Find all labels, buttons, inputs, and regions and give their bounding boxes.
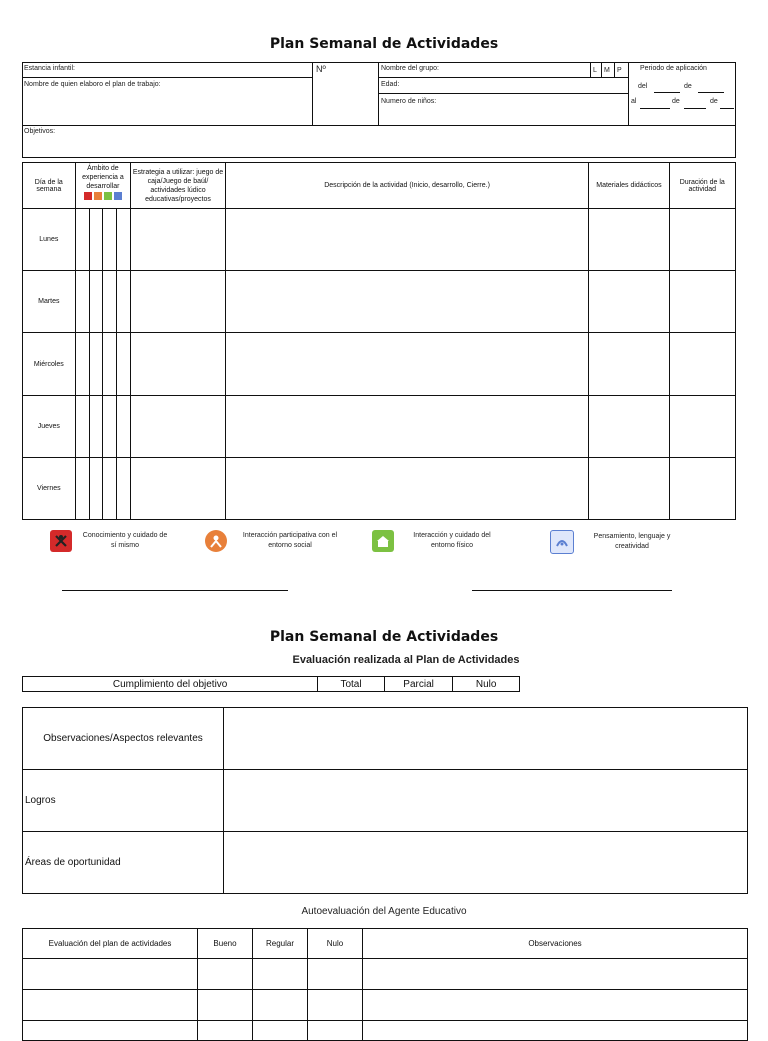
col-estrategia-header: Estrategia a utilizar: juego de caja/Juego de baúl/ actividades lúdico educativas/proyectos bbox=[131, 163, 226, 209]
del-label: del bbox=[638, 83, 648, 90]
col-duracion-header: Duración de la actividad bbox=[669, 163, 735, 209]
table-row bbox=[23, 959, 748, 990]
p-label: P bbox=[617, 67, 622, 74]
col-dia-header: Día de la semana bbox=[23, 163, 76, 209]
day-lunes: Lunes bbox=[23, 209, 76, 271]
entorno-fisico-icon bbox=[372, 530, 394, 552]
signature-line-right bbox=[472, 590, 672, 591]
estancia-label: Estancia infantil: bbox=[24, 65, 75, 72]
col-regular: Regular bbox=[253, 929, 308, 959]
l-label: L bbox=[593, 67, 597, 74]
conocimiento-mini-icon bbox=[84, 192, 92, 200]
col-evaluacion-plan: Evaluación del plan de actividades bbox=[23, 929, 198, 959]
legend-entorno-fisico: Interacción y cuidado del entorno físico bbox=[372, 530, 532, 552]
conocimiento-icon bbox=[50, 530, 72, 552]
pensamiento-mini-icon bbox=[114, 192, 122, 200]
cumplimiento-row bbox=[22, 676, 520, 692]
option-nulo: Nulo bbox=[452, 677, 519, 691]
table-row bbox=[23, 209, 736, 271]
de-label-3: de bbox=[710, 98, 718, 105]
day-miercoles: Miércoles bbox=[23, 333, 76, 395]
evaluacion-subtitle: Evaluación realizada al Plan de Actividades bbox=[292, 654, 520, 666]
autoevaluacion-table bbox=[22, 928, 748, 1041]
logros-label: Logros bbox=[23, 770, 224, 832]
periodo-label: Periodo de aplicación bbox=[640, 65, 707, 72]
page-title: Plan Semanal de Actividades bbox=[269, 36, 499, 52]
col-bueno: Bueno bbox=[198, 929, 253, 959]
page2-title: Plan Semanal de Actividades bbox=[269, 629, 499, 645]
m-label: M bbox=[604, 67, 610, 74]
cumplimiento-label: Cumplimiento del objetivo bbox=[112, 678, 228, 690]
col-materiales-header: Materiales didácticos bbox=[589, 163, 669, 209]
areas-oportunidad-field bbox=[224, 832, 748, 894]
logros-field bbox=[224, 770, 748, 832]
entorno-fisico-mini-icon bbox=[104, 192, 112, 200]
observaciones-label: Observaciones/Aspectos relevantes bbox=[23, 708, 224, 770]
table-row bbox=[23, 333, 736, 395]
legend-interaccion-social: Interacción participativa con el entorno social bbox=[205, 530, 365, 552]
interaccion-social-icon bbox=[205, 530, 227, 552]
table-row bbox=[23, 990, 748, 1021]
pensamiento-icon bbox=[550, 530, 574, 554]
header-box bbox=[22, 62, 736, 158]
de-label-2: de bbox=[672, 98, 680, 105]
col-descripcion-header: Descripción de la actividad (Inicio, desarrollo, Cierre.) bbox=[225, 163, 589, 209]
autoevaluacion-title: Autoevaluación del Agente Educativo bbox=[301, 906, 467, 917]
de-label-1: de bbox=[684, 83, 692, 90]
day-viernes: Viernes bbox=[23, 457, 76, 519]
numero-ninos-label: Numero de niños: bbox=[381, 98, 437, 105]
col-nulo: Nulo bbox=[308, 929, 363, 959]
interaccion-social-mini-icon bbox=[94, 192, 102, 200]
numero-label: Nº bbox=[316, 64, 326, 74]
signature-line-left bbox=[62, 590, 288, 591]
option-parcial: Parcial bbox=[384, 677, 453, 691]
table-row bbox=[23, 457, 736, 519]
legend-conocimiento: Conocimiento y cuidado de sí mismo bbox=[50, 530, 210, 552]
option-total: Total bbox=[317, 677, 384, 691]
weekly-activity-table bbox=[22, 162, 736, 520]
day-martes: Martes bbox=[23, 271, 76, 333]
objetivos-label: Objetivos: bbox=[24, 128, 56, 135]
table-row bbox=[23, 395, 736, 457]
observaciones-table bbox=[22, 707, 748, 894]
areas-oportunidad-label: Áreas de oportunidad bbox=[23, 832, 224, 894]
legend-pensamiento: Pensamiento, lenguaje y creatividad bbox=[550, 530, 720, 554]
day-jueves: Jueves bbox=[23, 395, 76, 457]
elaboro-label: Nombre de quien elaboro el plan de trabajo: bbox=[24, 81, 161, 88]
observaciones-field bbox=[224, 708, 748, 770]
al-label: al bbox=[631, 98, 637, 105]
table-row bbox=[23, 271, 736, 333]
nombre-grupo-label: Nombre del grupo: bbox=[381, 65, 439, 72]
edad-label: Edad: bbox=[381, 81, 400, 88]
col-ambito-header: Ámbito de experiencia a desarrollar bbox=[75, 163, 131, 209]
col-observaciones: Observaciones bbox=[363, 929, 748, 959]
